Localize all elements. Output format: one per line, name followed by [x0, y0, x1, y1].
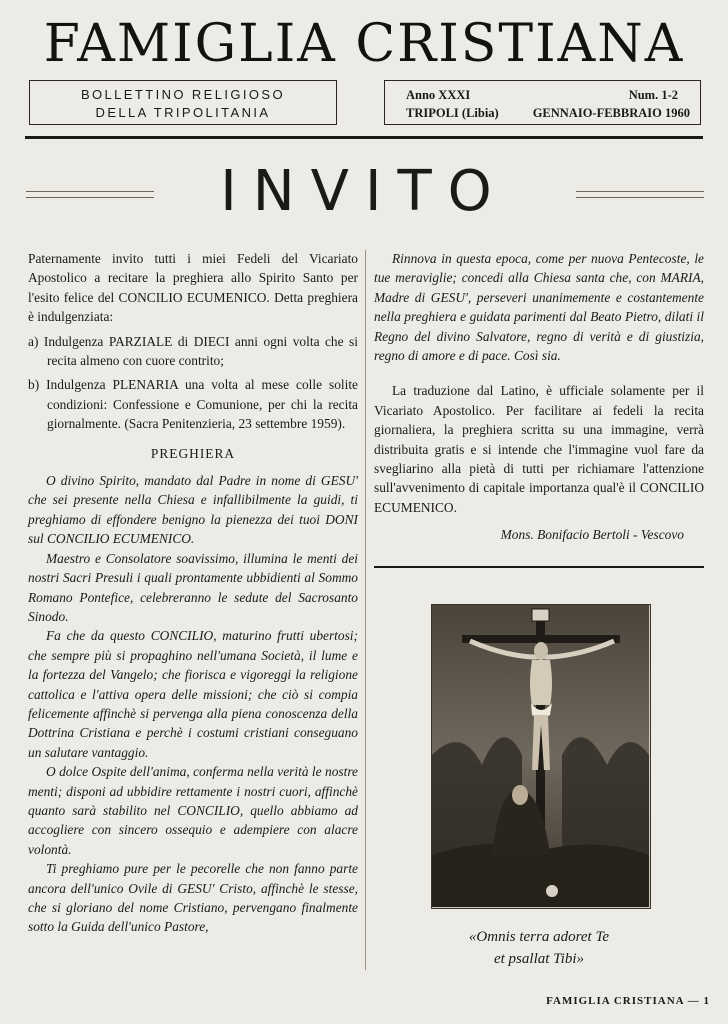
masthead-subtitle-box [29, 80, 337, 125]
column-divider [365, 250, 366, 970]
left-column [28, 249, 358, 937]
prayer-paragraph: Maestro e Consolatore soavissimo, illumina le menti dei nostri Sacri Presuli i quali prontamente ubbidienti al Sommo Romano Pontefice, celebreranno le sedute del Sacrosanto Sinodo. [28, 550, 358, 624]
intro-paragraph: Paternamente invito tutti i miei Fedeli del Vicariato Apostolico a recitare la preghiera allo Spirito Santo per l'esito felice del CONCILIO ECUMENICO. Detta preghiera è indulgenziata: [28, 251, 358, 325]
indulgence-partial: a) Indulgenza PARZIALE di DIECI anni ogni volta che si recita almeno con cuore contrito; [28, 333, 358, 369]
issue-place: TRIPOLI (Libia) [406, 106, 499, 120]
prayer-paragraph: Fa che da questo CONCILIO, maturino frutti ubertosi; che sempre più si propaghino nell'umana Società, il lume e la fortezza del Vangelo; che fiorisca e vigoreggi la religione cattolica e l'attiva opera delle missioni; che ciò si compia felicemente affinchè si pervenga alla piena conoscenza della Dottrina Cristiana e perchè i costumi cristiani conseguano un salutare vantaggio. [28, 628, 358, 760]
subtitle-line-2: DELLA TRIPOLITANIA [95, 105, 271, 120]
page-footer: FAMIGLIA CRISTIANA — 1 [546, 995, 710, 1007]
masthead-title: FAMIGLIA CRISTIANA [43, 14, 685, 74]
crucifixion-illustration [432, 605, 649, 907]
masthead-rule [25, 136, 703, 139]
right-column [374, 249, 704, 545]
prayer-heading: PREGHIERA [150, 445, 236, 461]
headline-ornament-right [576, 191, 704, 198]
prayer-paragraph: Ti preghiamo pure per le pecorelle che non fanno parte ancora dell'unico Ovile di GESU' Cristo, affinchè le stesse, che si gloriano del nome Cristiano, pervengano finalmente sotto la Guida dell'unico Pastore, [28, 861, 358, 935]
issue-info-box [384, 80, 701, 125]
caption-line-1: «Omnis terra adoret Te [468, 929, 610, 945]
issue-number: Num. 1-2 [628, 88, 678, 102]
issue-date: GENNAIO-FEBBRAIO 1960 [532, 106, 690, 120]
prayer-paragraph-closing: Rinnova in questa epoca, come per nuova Pentecoste, le tue meraviglie; concedi alla Chiesa santa che, con MARIA, Madre di GESU', perseveri unanimemente e costantemente nella preghiera e guidata parimenti dal Beato Pietro, dilati il Regno del divino Salvatore, regno di verità e di giustizia, regno di amore e di pace. Così sia. [374, 251, 704, 364]
signature: Mons. Bonifacio Bertoli - Vescovo [500, 527, 684, 543]
issue-year: Anno XXXI [406, 88, 471, 102]
right-column-rule [374, 566, 704, 568]
subtitle-line-1: BOLLETTINO RELIGIOSO [80, 87, 286, 102]
headline: INVITO [220, 159, 508, 224]
crucifixion-engraving [431, 604, 651, 909]
picture-caption [374, 926, 704, 970]
prayer-paragraph: O divino Spirito, mandato dal Padre in nome di GESU' che sei presente nella Chiesa e infallibilmente la guidi, ti preghiamo di effondere benigno la pienezza dei tuoi DONI sul CONCILIO ECUMENICO. [28, 473, 358, 547]
caption-line-2: et psallat Tibi» [493, 951, 584, 967]
prayer-paragraph: O dolce Ospite dell'anima, conferma nella verità le nostre menti; disponi ad ubbidire rettamente i nostri cuori, affinchè quanto sarà stabilito nel CONCILIO, quello abbiamo ad accogliere con sincero ossequio e adempiere con alacre volontà. [28, 764, 358, 857]
translation-note: La traduzione dal Latino, è ufficiale solamente per il Vicariato Apostolico. Per facilitare ai fedeli la recita giornaliera, la preghiera scritta su una immagine, verrà distribuita gratis e si intende che l'immagine vuol fare da svegliarino alla pietà di tutti per richiamare l'attenzione sull'avvenimento di capitale importanza qual'è il CONCILIO ECUMENICO. [374, 383, 704, 515]
indulgence-plenary: b) Indulgenza PLENARIA una volta al mese colle solite condizioni: Confessione e Comunione, per chi la recita giornalmente. (Sacra Penitenzieria, 23 settembre 1959). [28, 377, 358, 432]
